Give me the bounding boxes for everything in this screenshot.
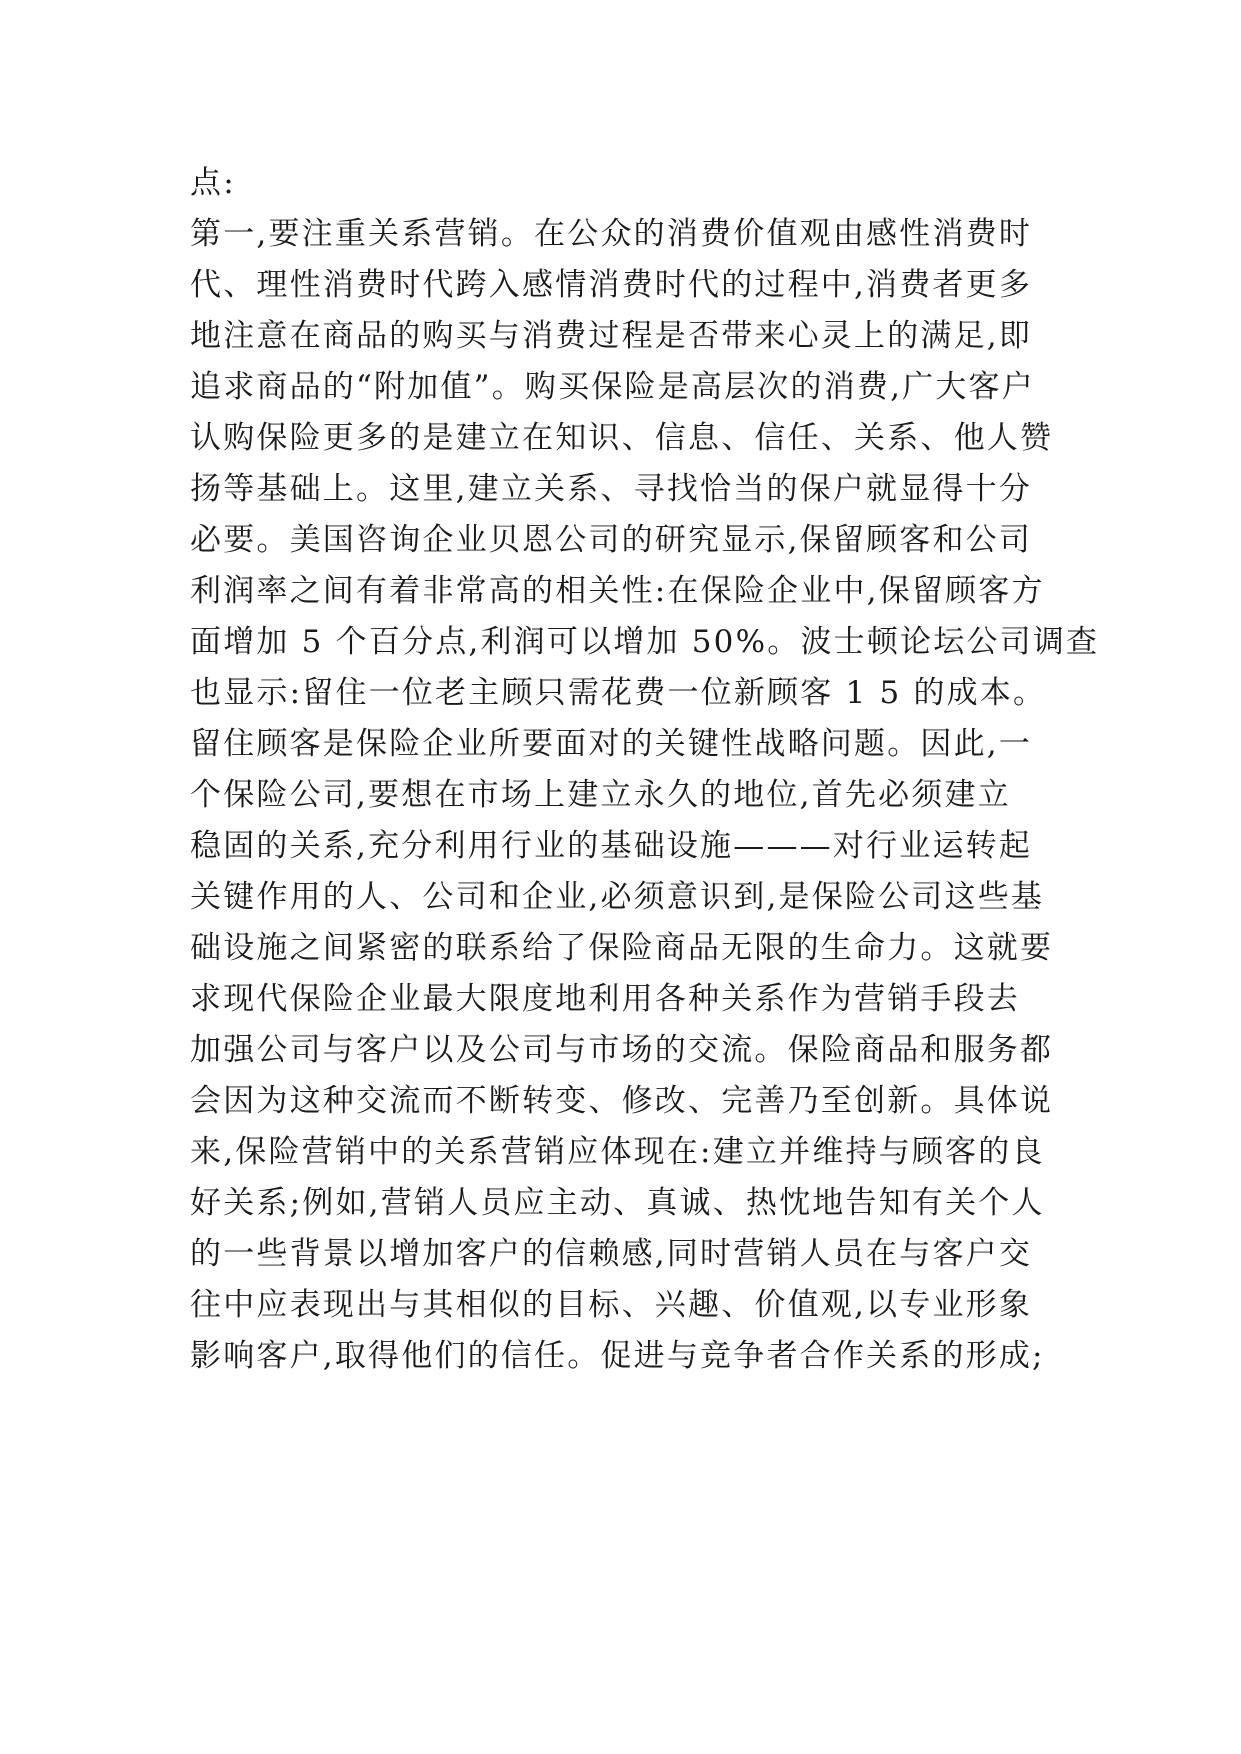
- text-line: 来,保险营销中的关系营销应体现在:建立并维持与顾客的良: [190, 1134, 1045, 1170]
- text-line: 留住顾客是保险企业所要面对的关键性战略问题。因此,一: [190, 726, 1033, 762]
- text-line: 稳固的关系,充分利用行业的基础设施———对行业运转起: [190, 828, 1033, 864]
- text-line: 追求商品的“附加值”。购买保险是高层次的消费,广大客户: [190, 369, 1035, 405]
- text-line: 关键作用的人、公司和企业,必须意识到,是保险公司这些基: [190, 879, 1045, 915]
- text-line: 第一,要注重关系营销。在公众的消费价值观由感性消费时: [190, 216, 1033, 252]
- text-line: 扬等基础上。这里,建立关系、寻找恰当的保户就显得十分: [190, 471, 1033, 507]
- text-line: 也显示:留住一位老主顾只需花费一位新顾客 1 5 的成本。: [190, 675, 1047, 711]
- text-line: 础设施之间紧密的联系给了保险商品无限的生命力。这就要: [190, 930, 1054, 966]
- text-line: 个保险公司,要想在市场上建立永久的地位,首先必须建立: [190, 777, 1011, 813]
- text-line: 面增加 5 个百分点,利润可以增加 50%。波士顿论坛公司调查: [190, 624, 1100, 660]
- text-line: 的一些背景以增加客户的信赖感,同时营销人员在与客户交: [190, 1236, 1033, 1272]
- text-line: 代、理性消费时代跨入感情消费时代的过程中,消费者更多: [190, 267, 1033, 303]
- text-line: 点:: [190, 165, 236, 201]
- text-line: 影响客户,取得他们的信任。促进与竞争者合作关系的形成;: [190, 1338, 1045, 1374]
- text-line: 利润率之间有着非常高的相关性:在保险企业中,保留顾客方: [190, 573, 1045, 609]
- text-line: 必要。美国咨询企业贝恩公司的研究显示,保留顾客和公司: [190, 522, 1033, 558]
- text-line: 地注意在商品的购买与消费过程是否带来心灵上的满足,即: [190, 318, 1033, 354]
- text-line: 会因为这种交流而不断转变、修改、完善乃至创新。具体说: [190, 1083, 1054, 1119]
- text-line: 好关系;例如,营销人员应主动、真诚、热忱地告知有关个人: [190, 1185, 1045, 1221]
- text-line: 认购保险更多的是建立在知识、信息、信任、关系、他人赞: [190, 420, 1054, 456]
- body-text: [190, 158, 1100, 1382]
- text-line: 求现代保险企业最大限度地利用各种关系作为营销手段去: [190, 981, 1020, 1017]
- text-line: 加强公司与客户以及公司与市场的交流。保险商品和服务都: [190, 1032, 1054, 1068]
- text-line: 往中应表现出与其相似的目标、兴趣、价值观,以专业形象: [190, 1287, 1033, 1323]
